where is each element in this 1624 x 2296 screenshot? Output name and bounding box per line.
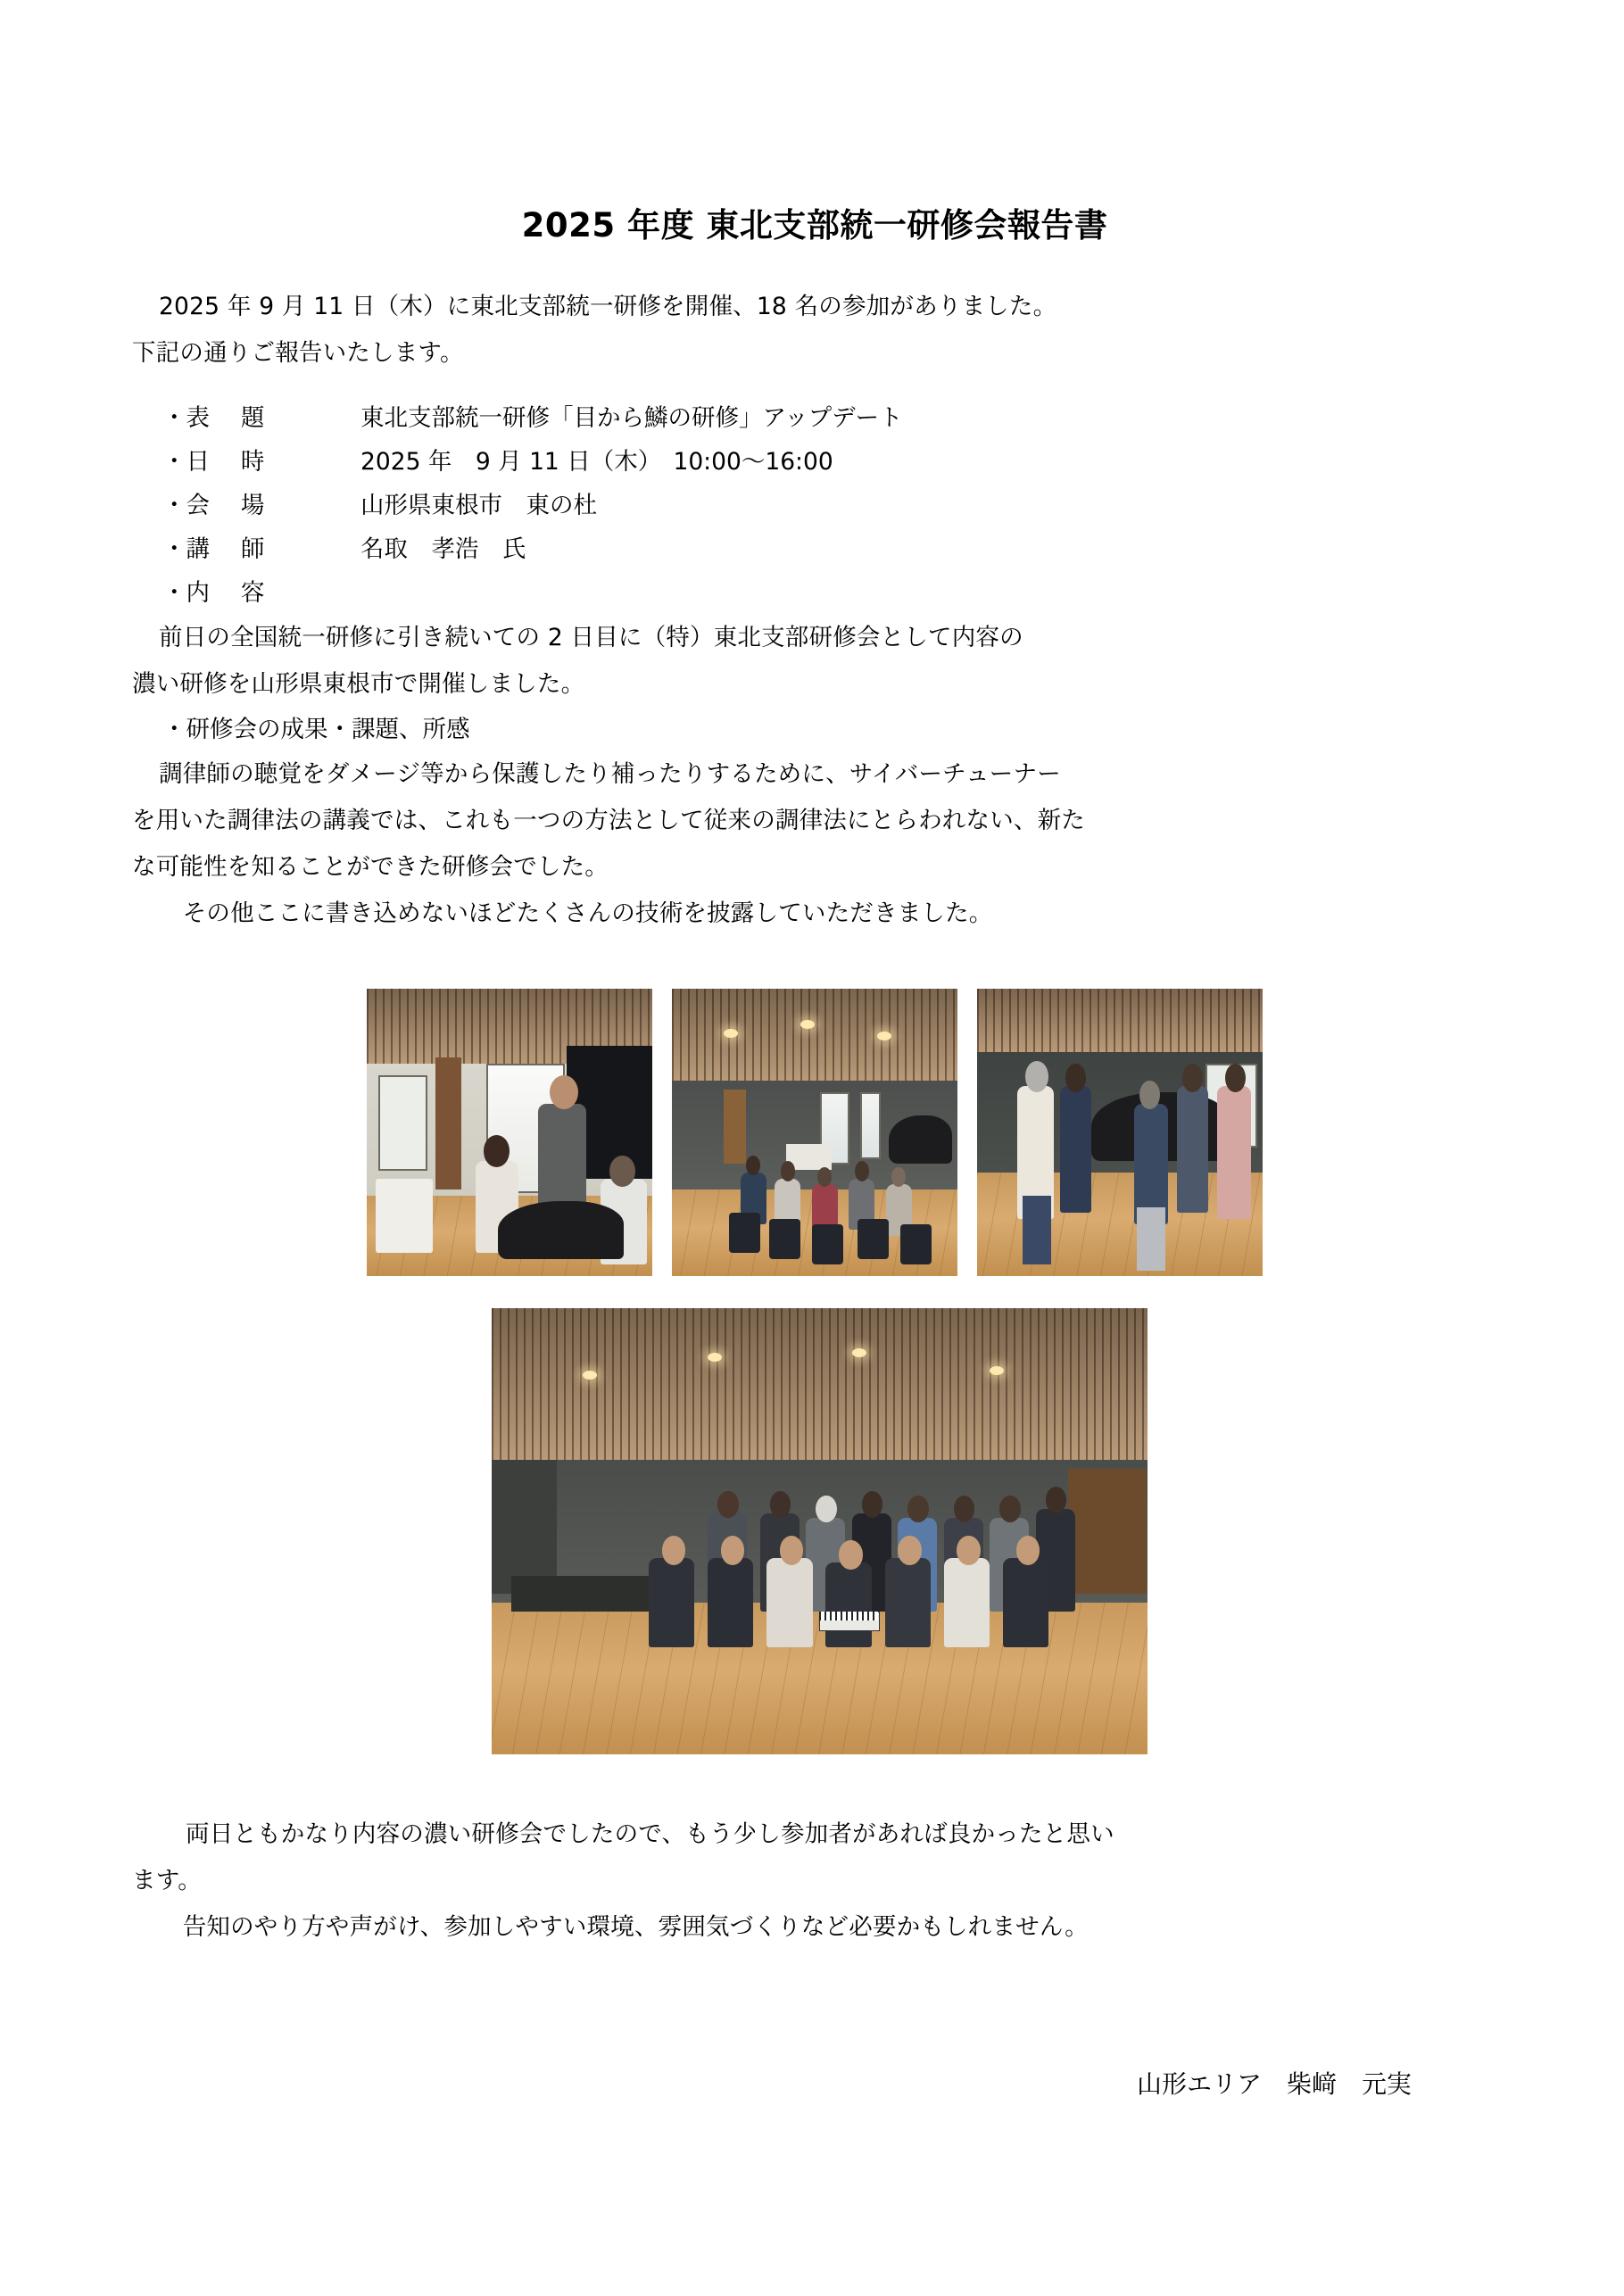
photo-hands-on-practice bbox=[977, 989, 1263, 1276]
results-paragraph bbox=[132, 751, 1497, 937]
detail-fields bbox=[132, 396, 1497, 615]
closing-line-1: 両日ともかなり内容の濃い研修会でしたので、もう少し参加者があれば良かったと思い bbox=[186, 1820, 1114, 1848]
results-line-1: 調律師の聴覚をダメージ等から保護したり補ったりするために、サイバーチューナー bbox=[159, 760, 1061, 788]
photo-row-top bbox=[132, 989, 1497, 1276]
field-row bbox=[132, 527, 1497, 571]
photo-row-group bbox=[132, 1308, 1497, 1754]
field-label-venue: ・会 場 bbox=[162, 492, 265, 519]
results-line-4: その他ここに書き込めないほどたくさんの技術を披露していただきました。 bbox=[159, 899, 993, 927]
results-line-2: を用いた調律法の講義では、これも一つの方法として従来の調律法にとらわれない、新た bbox=[132, 807, 1085, 834]
photo-lecture-hall bbox=[672, 989, 957, 1276]
results-bullet: ・研修会の成果・課題、所感 bbox=[162, 716, 470, 743]
content-line-2: 濃い研修を山形県東根市で開催しました。 bbox=[132, 670, 585, 698]
page-title: 2025 年度 東北支部統一研修会報告書 bbox=[521, 206, 1108, 245]
field-label-lecturer: ・講 師 bbox=[162, 535, 265, 563]
field-label-title: ・表 題 bbox=[162, 404, 265, 432]
document-content bbox=[132, 0, 1497, 2101]
closing-paragraph bbox=[132, 1811, 1497, 1951]
photo-lecturer-tuning bbox=[367, 989, 652, 1276]
intro-line-2: 下記の通りご報告いたします。 bbox=[132, 339, 464, 367]
field-value-lecturer: 名取 孝浩 氏 bbox=[360, 535, 526, 563]
field-label-datetime: ・日 時 bbox=[162, 448, 265, 476]
field-value-venue: 山形県東根市 東の杜 bbox=[360, 492, 597, 519]
field-row bbox=[132, 396, 1497, 440]
field-row bbox=[132, 440, 1497, 484]
closing-line-2: ます。 bbox=[132, 1867, 202, 1894]
content-bullet: ・内 容 bbox=[162, 579, 265, 607]
field-value-datetime: 2025 年 9 月 11 日（木） 10:00〜16:00 bbox=[360, 448, 833, 476]
results-line-3: な可能性を知ることができた研修会でした。 bbox=[132, 853, 609, 881]
photo-group-portrait bbox=[492, 1308, 1148, 1754]
content-line-1: 前日の全国統一研修に引き続いての 2 日目に（特）東北支部研修会として内容の bbox=[159, 624, 1023, 651]
field-row bbox=[132, 484, 1497, 527]
signature: 山形エリア 柴﨑 元実 bbox=[1136, 2069, 1412, 2099]
content-paragraph bbox=[132, 615, 1497, 708]
closing-line-3: 告知のやり方や声がけ、参加しやすい環境、雰囲気づくりなど必要かもしれません。 bbox=[159, 1913, 1089, 1941]
intro-line-1: 2025 年 9 月 11 日（木）に東北支部統一研修を開催、18 名の参加がありました。 bbox=[159, 293, 1057, 320]
intro-paragraph bbox=[132, 284, 1497, 377]
field-value-title: 東北支部統一研修「目から鱗の研修」アップデート bbox=[360, 404, 903, 432]
